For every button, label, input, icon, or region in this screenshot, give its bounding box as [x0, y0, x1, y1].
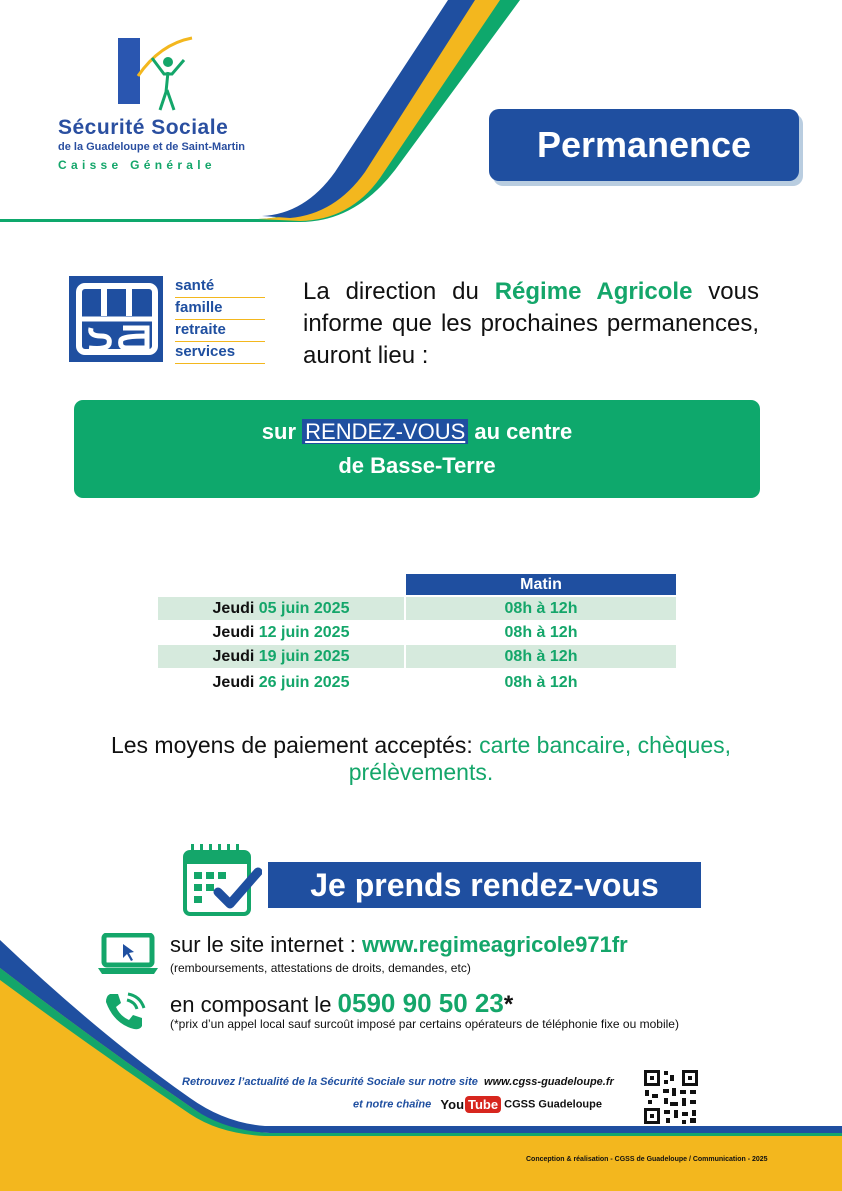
location-line-2: de Basse-Terre [338, 453, 496, 478]
news-text: Retrouvez l’actualité de la Sécurité Sociale sur notre site [182, 1076, 478, 1088]
day-label: Jeudi [212, 624, 259, 641]
logo-title: Sécurité Sociale [58, 116, 229, 139]
date-value: 12 juin 2025 [258, 624, 350, 641]
qr-code-icon[interactable] [642, 1068, 700, 1126]
day-label: Jeudi [212, 648, 259, 665]
phone-prefix: en composant le [170, 992, 338, 1017]
phone-note: (*prix d’un appel local sauf surcoût imposé par certains opérateurs de téléphonie fixe ou mobile) [170, 1017, 679, 1031]
msa-logo [69, 276, 163, 362]
date-cell [158, 645, 404, 668]
credits-text: Conception & réalisation - CGSS de Guadeloupe / Communication - 2025 [526, 1156, 768, 1163]
channel-line [353, 1097, 602, 1112]
intro-suffix: vous informe que les prochaines permanences, auront lieu : [303, 278, 759, 369]
permanence-badge: Permanence [489, 109, 799, 181]
news-site-link[interactable]: www.cgss-guadeloupe.fr [484, 1076, 614, 1088]
date-cell [158, 621, 404, 644]
time-cell: 08h à 12h [504, 674, 578, 691]
logo-figure-icon [130, 36, 200, 116]
date-cell [158, 597, 404, 620]
location-post: au centre [468, 419, 573, 444]
logo-branch: Caisse Générale [58, 158, 216, 172]
channel-text: et notre chaîne [353, 1098, 432, 1111]
youtube-tube: Tube [465, 1096, 501, 1113]
table-row [158, 621, 676, 644]
regime-agricole-highlight: Régime Agricole [494, 278, 693, 305]
time-cell: 08h à 12h [504, 624, 578, 641]
logo-subtitle: de la Guadeloupe et de Saint-Martin [58, 141, 246, 153]
phone-number[interactable]: 0590 90 50 23 [337, 988, 504, 1018]
day-label: Jeudi [212, 674, 259, 691]
location-banner [74, 400, 760, 498]
website-note: (remboursements, attestations de droits, demandes, etc) [170, 961, 471, 975]
table-row [158, 597, 676, 620]
time-cell: 08h à 12h [406, 645, 676, 668]
table-row [158, 645, 676, 668]
youtube-you: You [440, 1097, 465, 1112]
intro-prefix: La direction du [303, 278, 495, 305]
website-link[interactable]: www.regimeagricole971fr [361, 932, 628, 957]
calendar-check-icon [182, 842, 262, 918]
intro-text [303, 276, 759, 372]
msa-word: famille [175, 298, 265, 320]
channel-name: CGSS Guadeloupe [504, 1098, 602, 1111]
day-label: Jeudi [212, 600, 259, 617]
phone-asterisk: * [503, 991, 514, 1018]
msa-tagline [175, 276, 265, 364]
location-pre: sur [261, 419, 303, 444]
payment-methods [60, 732, 782, 786]
payment-list: carte bancaire, chèques, prélèvements. [348, 732, 732, 785]
schedule-header: Matin [406, 574, 676, 595]
payment-prefix: Les moyens de paiement acceptés: [110, 732, 480, 758]
time-cell: 08h à 12h [406, 597, 676, 620]
date-cell [158, 671, 404, 694]
website-prefix: sur le site internet : [170, 932, 362, 957]
footer-swoosh [0, 940, 842, 1191]
msa-word: santé [175, 276, 265, 298]
book-appointment-button[interactable]: Je prends rendez-vous [268, 862, 701, 908]
rendez-vous-link[interactable]: RENDEZ-VOUS [302, 419, 468, 444]
location-line-1 [74, 416, 760, 448]
table-row [158, 671, 676, 694]
msa-word: services [175, 342, 265, 364]
date-value: 26 juin 2025 [258, 674, 350, 691]
news-line [182, 1076, 614, 1088]
youtube-logo[interactable] [440, 1097, 501, 1112]
date-value: 19 juin 2025 [258, 648, 350, 665]
msa-logo-mark [69, 276, 163, 362]
date-value: 05 juin 2025 [258, 600, 350, 617]
msa-word: retraite [175, 320, 265, 342]
